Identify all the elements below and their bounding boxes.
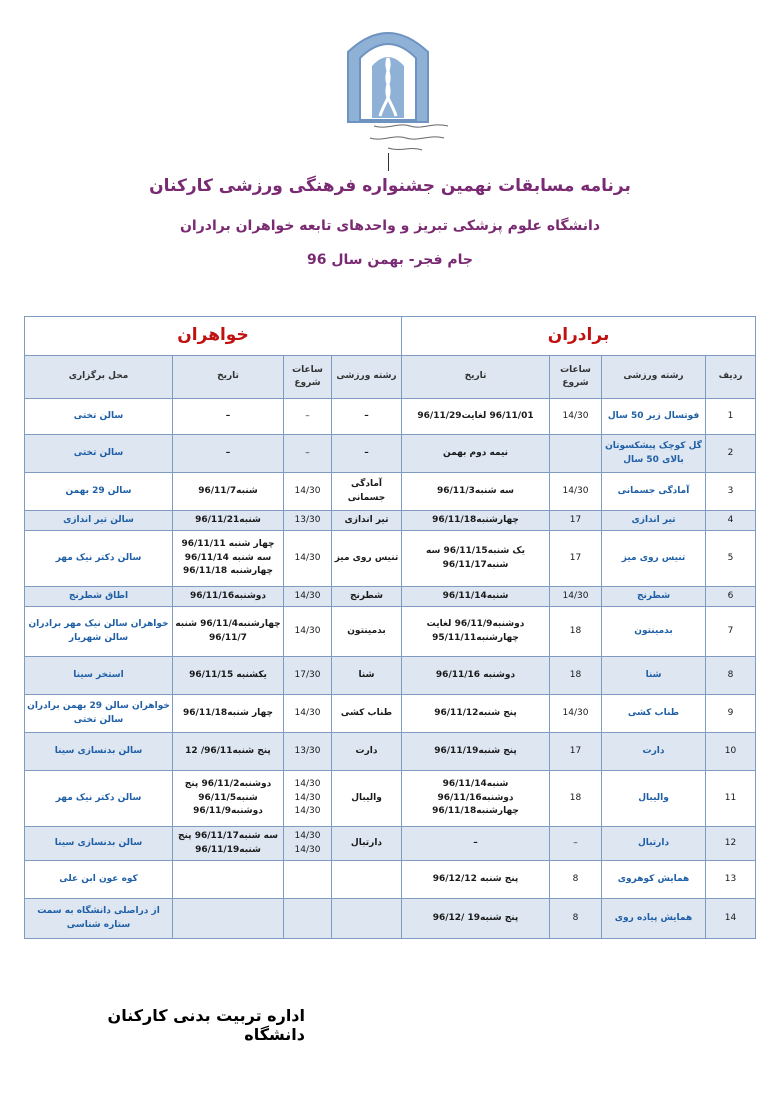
row-sport: همایش پیاده روی [602,899,706,939]
page-title: برنامه مسابقات نهمین جشنواره فرهنگی ورزشی کارکنان [149,176,631,196]
row-date: یک شنبه96/11/15 سه شنبه96/11/17 [402,531,550,587]
row-date-women: دوشنبه96/11/2 پنج شنبه96/11/5 دوشنبه96/11/9 [173,771,284,827]
row-start-time-women: – [284,435,332,473]
row-start-time-women [284,899,332,939]
col-date-women: تاریخ [173,356,284,399]
row-number: 14 [706,899,756,939]
table-row [25,899,756,939]
row-number: 5 [706,531,756,587]
row-sport: همایش کوهروی [602,861,706,899]
row-start-time: 18 [550,607,602,657]
row-start-time-women: 13/30 [284,511,332,531]
row-date: شنبه96/11/14 دوشنبه96/11/16 چهارشنبه96/11/18 [402,771,550,827]
col-row-no: ردیف [706,356,756,399]
column-header-row [25,356,756,399]
university-logo [340,22,436,132]
group-women: خواهران [25,317,402,356]
row-number: 8 [706,657,756,695]
row-sport-women: تیر اندازی [332,511,402,531]
page-subtitle: دانشگاه علوم پزشکی تبریز و واحدهای تابعه خواهران برادران [179,218,601,234]
row-start-time: 14/30 [550,587,602,607]
row-sport: بدمینتون [602,607,706,657]
row-venue: کوه عون ابن علی [25,861,173,899]
emblem-icon [340,22,436,132]
row-sport-women [332,899,402,939]
row-number: 12 [706,827,756,861]
row-date-women: چهار شنبه 96/11/11 سه شنبه 96/11/14 چهارشنبه 96/11/18 [173,531,284,587]
row-start-time: 8 [550,899,602,939]
table-row [25,771,756,827]
row-sport: تنیس روی میز [602,531,706,587]
col-sport-women: رشته ورزشی [332,356,402,399]
row-start-time-women: 14/30 [284,695,332,733]
col-date: تاریخ [402,356,550,399]
row-venue: سالن 29 بهمن [25,473,173,511]
row-date-women: شنبه96/11/21 [173,511,284,531]
page-date-line: جام فجر- بهمن سال 96 [306,252,474,268]
row-sport: شنا [602,657,706,695]
row-sport-women: تنیس روی میز [332,531,402,587]
divider-mark [388,153,389,171]
row-number: 11 [706,771,756,827]
row-number: 3 [706,473,756,511]
row-date: چهارشنبه96/11/18 [402,511,550,531]
row-start-time: 18 [550,657,602,695]
row-venue: سالن تیر اندازی [25,511,173,531]
row-date: پنج شنبه96/11/19 [402,733,550,771]
row-venue: سالن بدنسازی سینا [25,733,173,771]
row-sport-women [332,861,402,899]
logo-calligraphy [352,118,452,158]
row-date-women: پنج شنبه96/11/ 12 [173,733,284,771]
table-row [25,607,756,657]
row-date: – [402,827,550,861]
row-number: 4 [706,511,756,531]
row-start-time-women: 14/30 14/30 [284,827,332,861]
row-sport-women: شطرنج [332,587,402,607]
row-start-time: – [550,827,602,861]
row-sport-women: آمادگی جسمانی [332,473,402,511]
row-sport-women: – [332,435,402,473]
row-sport: طناب کشی [602,695,706,733]
row-start-time-women: 13/30 [284,733,332,771]
row-start-time [550,435,602,473]
row-sport: دارتبال [602,827,706,861]
table-row [25,435,756,473]
row-date-women: دوشنبه96/11/16 [173,587,284,607]
row-sport: تیر اندازی [602,511,706,531]
row-venue: استخر سینا [25,657,173,695]
table-row [25,657,756,695]
row-sport-women: بدمینتون [332,607,402,657]
row-number: 7 [706,607,756,657]
row-date: دوشنبه96/11/9 لغایت چهارشنبه95/11/11 [402,607,550,657]
row-sport: شطرنج [602,587,706,607]
row-start-time: 18 [550,771,602,827]
row-sport-women: دارتبال [332,827,402,861]
table-row [25,861,756,899]
row-venue: اطاق شطرنج [25,587,173,607]
row-date: پنج شنبه19 /96/12 [402,899,550,939]
table-row [25,531,756,587]
row-start-time: 14/30 [550,399,602,435]
group-men: برادران [402,317,756,356]
col-start-time: ساعات شروع [550,356,602,399]
row-sport: والیبال [602,771,706,827]
row-start-time-women: 14/30 [284,607,332,657]
row-sport-women: – [332,399,402,435]
row-venue: سالن دکتر نیک مهر [25,531,173,587]
row-start-time: 8 [550,861,602,899]
group-header-row [25,317,756,356]
row-number: 1 [706,399,756,435]
row-sport: دارت [602,733,706,771]
row-date: سه شنبه96/11/3 [402,473,550,511]
row-date-women [173,899,284,939]
col-venue: محل برگزاری [25,356,173,399]
schedule-table [24,316,756,939]
table-row [25,587,756,607]
table-row [25,473,756,511]
row-venue: خواهران سالن 29 بهمن برادران سالن تختی [25,695,173,733]
row-start-time: 14/30 [550,695,602,733]
row-number: 2 [706,435,756,473]
footer-signature: اداره تربیت بدنی کارکنان دانشگاه [107,1006,305,1044]
row-date: شنبه96/11/14 [402,587,550,607]
row-start-time: 17 [550,531,602,587]
col-sport: رشته ورزشی [602,356,706,399]
row-start-time-women: 14/30 [284,473,332,511]
row-number: 6 [706,587,756,607]
row-date-women: سه شنبه96/11/17 پنج شنبه96/11/19 [173,827,284,861]
row-sport: فوتسال زیر 50 سال [602,399,706,435]
row-venue: سالن دکتر نیک مهر [25,771,173,827]
row-start-time-women [284,861,332,899]
row-sport-women: شنا [332,657,402,695]
row-date: پنج شنبه96/11/12 [402,695,550,733]
row-date: پنج شنبه 96/12/12 [402,861,550,899]
row-date: دوشنبه 96/11/16 [402,657,550,695]
row-date-women [173,861,284,899]
row-number: 13 [706,861,756,899]
row-venue: سالن بدنسازی سینا [25,827,173,861]
row-start-time-women: 14/30 14/30 14/30 [284,771,332,827]
table-row [25,399,756,435]
row-date-women: – [173,435,284,473]
row-sport-women: والیبال [332,771,402,827]
row-sport-women: طناب کشی [332,695,402,733]
row-date-women: چهار شنبه96/11/18 [173,695,284,733]
row-date: 96/11/01 لغایت96/11/29 [402,399,550,435]
row-start-time-women: 14/30 [284,531,332,587]
row-venue: سالن تختی [25,399,173,435]
row-start-time: 17 [550,733,602,771]
table-row [25,695,756,733]
row-venue: سالن تختی [25,435,173,473]
row-number: 9 [706,695,756,733]
row-start-time-women: – [284,399,332,435]
row-date-women: – [173,399,284,435]
row-start-time-women: 17/30 [284,657,332,695]
table-row [25,827,756,861]
row-date-women: شنبه96/11/7 [173,473,284,511]
schedule-rows [25,399,756,939]
row-sport-women: دارت [332,733,402,771]
row-venue: خواهران سالن نیک مهر برادران سالن شهریار [25,607,173,657]
row-start-time: 14/30 [550,473,602,511]
row-start-time-women: 14/30 [284,587,332,607]
table-row [25,511,756,531]
row-venue: از دراصلی دانشگاه به سمت ستاره شناسی [25,899,173,939]
row-sport: آمادگی جسمانی [602,473,706,511]
row-date-women: یکشنبه 96/11/15 [173,657,284,695]
row-date-women: چهارشنبه96/11/4 شنبه 96/11/7 [173,607,284,657]
row-sport: گل کوچک پیشکسوتان بالای 50 سال [602,435,706,473]
row-number: 10 [706,733,756,771]
row-date: نیمه دوم بهمن [402,435,550,473]
col-start-time-women: ساعات شروع [284,356,332,399]
table-row [25,733,756,771]
row-start-time: 17 [550,511,602,531]
